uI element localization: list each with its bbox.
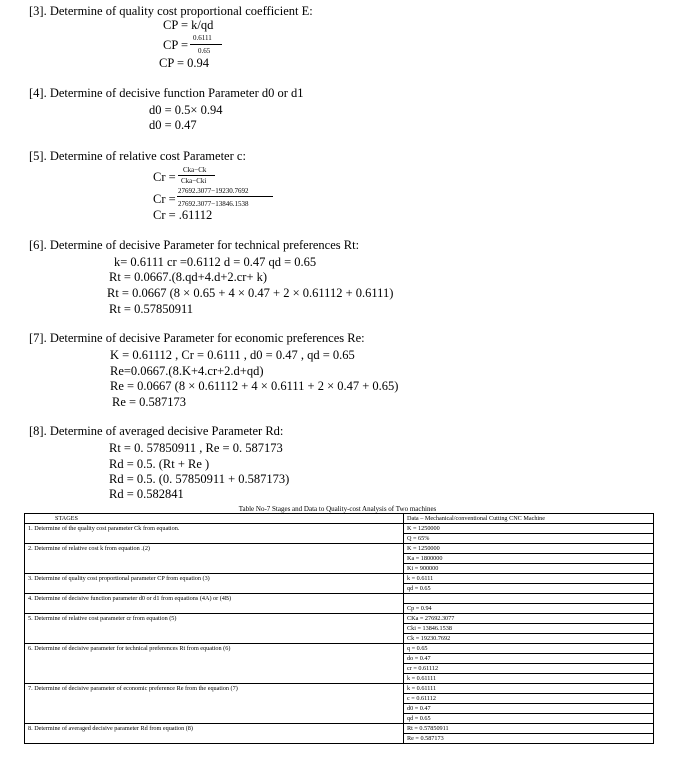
data-line: d0 = 0.47 <box>404 703 653 713</box>
cr-numerator-2: 27692.3077−19230.7692 <box>178 187 249 195</box>
section-5-heading: [5]. Determine of relative cost Parameter c: <box>29 149 246 163</box>
stage-cell: 5. Determine of relative cost parameter cr from equation (5) <box>25 614 404 644</box>
data-line: Ka = 1800000 <box>404 553 653 563</box>
table-row <box>25 524 654 544</box>
cp-fraction-bar <box>190 44 222 45</box>
d0-result: d0 = 0.47 <box>149 118 197 132</box>
stage-cell: 7. Determine of decisive parameter of economic preference Re from the equation (7) <box>25 684 404 724</box>
cr-label-1: Cr = <box>153 170 176 184</box>
data-line: Rt = 0.57850911 <box>407 725 449 732</box>
table-row <box>25 594 654 614</box>
table-row <box>25 574 654 594</box>
stage-cell: 6. Determine of decisive parameter for technical preferences Rt from equation (6) <box>25 644 404 684</box>
cr-fraction-bar-1 <box>178 175 215 176</box>
rd-inputs: Rt = 0. 57850911 , Re = 0. 587173 <box>109 441 283 455</box>
section-7-heading: [7]. Determine of decisive Parameter for economic preferences Re: <box>29 331 365 345</box>
data-line: CKa = 27692.3077 <box>407 615 455 622</box>
cr-numerator-1: Cka−Ck <box>183 166 207 174</box>
re-formula: Re=0.0667.(8.K+4.cr+2.d+qd) <box>110 364 264 378</box>
rt-formula: Rt = 0.0667.(8.qd+4.d+2.cr+ k) <box>109 270 268 284</box>
data-line: k = 0.61111 <box>404 673 653 683</box>
section-8-heading: [8]. Determine of averaged decisive Parameter Rd: <box>29 424 284 438</box>
section-3-heading: [3]. Determine of quality cost proportional coefficient E: <box>29 4 313 18</box>
stage-cell: 8. Determine of averaged decisive parameter Rd from equation (8) <box>25 724 404 744</box>
re-substitution: Re = 0.0667 (8 × 0.61112 + 4 × 0.6111 + 2 × 0.47 + 0.65) <box>110 379 399 393</box>
cr-denominator-2: 27692.3077−13846.1538 <box>178 200 249 208</box>
data-line: cr = 0.61112 <box>404 663 653 673</box>
data-line: k = 0.6111 <box>407 575 434 582</box>
rd-substitution: Rd = 0.5. (0. 57850911 + 0.587173) <box>109 472 290 486</box>
data-cell <box>404 524 654 544</box>
section-4-heading: [4]. Determine of decisive function Parameter d0 or d1 <box>29 86 304 100</box>
data-line: k = 0.61111 <box>407 685 437 692</box>
data-cell <box>404 644 654 684</box>
table-row <box>25 644 654 684</box>
cp-numerator: 0.6111 <box>193 34 212 42</box>
rt-substitution: Rt = 0.0667 (8 × 0.65 + 4 × 0.47 + 2 × 0.61112 + 0.6111) <box>107 286 394 300</box>
data-line: qd = 0.65 <box>404 583 653 593</box>
stage-cell: 3. Determine of quality cost proportional parameter CP from equation (3) <box>25 574 404 594</box>
re-result: Re = 0.587173 <box>112 395 187 409</box>
table-row <box>25 544 654 574</box>
data-line: Q = 65% <box>404 533 653 543</box>
stage-cell: 1. Determine of the quality cost parameter Ck from equation. <box>25 524 404 544</box>
rd-result: Rd = 0.582841 <box>109 487 184 501</box>
table-row <box>25 724 654 744</box>
table-row <box>25 684 654 724</box>
cp-formula: CP = k/qd <box>163 18 214 32</box>
data-line: c = 0.61112 <box>404 693 653 703</box>
data-line: Ck = 19230.7692 <box>404 633 653 643</box>
quality-cost-table <box>24 513 654 744</box>
data-cell <box>404 684 654 724</box>
data-line: K = 1250000 <box>407 525 440 532</box>
cr-fraction-bar-2 <box>177 196 273 197</box>
cp-result: CP = 0.94 <box>159 56 209 70</box>
stage-cell: 4. Determine of decisive function parameter d0 or d1 from equations (4A) or (4B) <box>25 594 404 614</box>
cr-label-2: Cr = <box>153 192 176 206</box>
data-line: qd = 0.65 <box>404 713 653 723</box>
data-cell <box>404 544 654 574</box>
rt-inputs: k= 0.6111 cr =0.6112 d = 0.47 qd = 0.65 <box>114 255 317 269</box>
stages-header: STAGES <box>25 514 404 524</box>
data-line: Cp = 0.94 <box>404 603 653 613</box>
cp-label: CP = <box>163 38 188 52</box>
data-line: Ki = 900000 <box>404 563 653 573</box>
rt-result: Rt = 0.57850911 <box>109 302 194 316</box>
table-body <box>25 524 654 744</box>
data-cell <box>404 594 654 614</box>
table-row <box>25 614 654 644</box>
data-line: do = 0.47 <box>404 653 653 663</box>
table-caption: Table No-7 Stages and Data to Quality-cost Analysis of Two machines <box>238 505 437 513</box>
data-cell <box>404 614 654 644</box>
data-header: Data – Mechanical/conventional Cutting CNC Machine <box>404 514 654 524</box>
data-cell <box>404 724 654 744</box>
data-line: Cki = 13846.1538 <box>404 623 653 633</box>
cr-denominator-1: Cka−Cki <box>181 177 207 185</box>
cp-denominator: 0.65 <box>198 47 211 55</box>
data-line <box>404 594 653 603</box>
data-cell <box>404 574 654 594</box>
d0-formula: d0 = 0.5× 0.94 <box>149 103 223 117</box>
data-line: q = 0.65 <box>407 645 428 652</box>
table-header-row <box>25 514 654 524</box>
data-line: Re = 0.587173 <box>404 733 653 743</box>
data-line: K = 1250000 <box>407 545 440 552</box>
stage-cell: 2. Determine of relative cost k from equation .(2) <box>25 544 404 574</box>
re-inputs: K = 0.61112 , Cr = 0.6111 , d0 = 0.47 , qd = 0.65 <box>110 348 355 362</box>
cr-result: Cr = .61112 <box>153 208 213 222</box>
section-6-heading: [6]. Determine of decisive Parameter for technical preferences Rt: <box>29 238 360 252</box>
rd-formula: Rd = 0.5. (Rt + Re ) <box>109 457 210 471</box>
